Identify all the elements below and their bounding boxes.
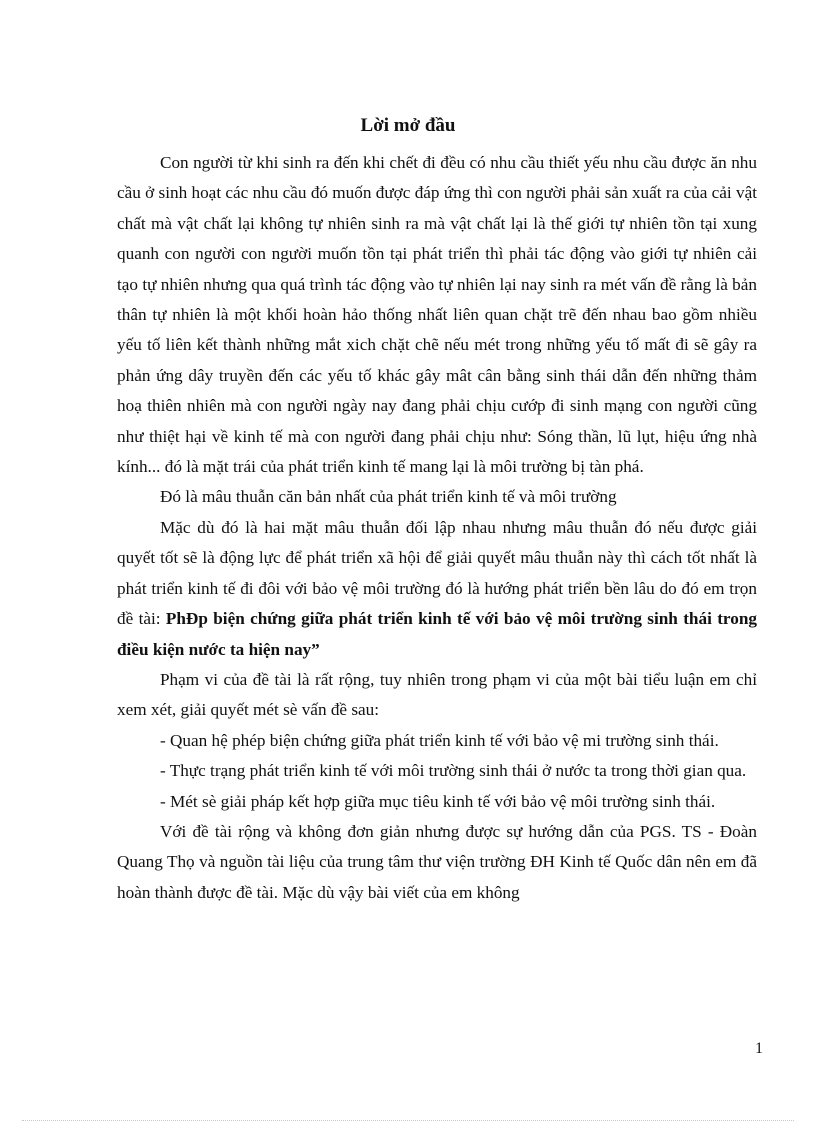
page-bottom-divider bbox=[22, 1120, 794, 1121]
list-item: - Mét sè giải pháp kết hợp giữa mục tiêu kinh tế với bảo vệ môi trường sinh thái. bbox=[160, 791, 716, 811]
paragraph-topic bbox=[117, 513, 757, 665]
topic-title: PhÐp biện chứng giữa phát triển kinh tế với bảo vệ môi trường sinh thái trong điều kiện nước ta hiện nay” bbox=[117, 609, 757, 659]
paragraph-acknowledgement: Với đề tài rộng và không đơn giản nhưng được sự hướng dẫn của PGS. TS - Đoàn Quang Thọ và nguồn tài liệu của trung tâm thư viện trường ĐH Kinh tế Quốc dân nên em đã hoàn thành được đề tài. Mặc dù vậy bài viết của em không bbox=[117, 821, 757, 902]
paragraph-intro: Con người từ khi sinh ra đến khi chết đi đều có nhu cầu thiết yếu nhu cầu được ăn nhu cầu ở sinh hoạt các nhu cầu đó muốn được đáp ứng thì con người phải sản xuất ra của cải vật chất mà vật chất lại không tự nhiên sinh ra mà vật chất lại là thế giới tự nhiên tồn tại xung quanh con người con người muốn tồn tại phát triển thì phải tác động vào giới tự nhiên cải tạo tự nhiên nhưng qua quá trình tác động vào tự nhiên lại nay sinh ra mét vấn đề rằng là bản thân tự nhiên là một khối hoàn hảo thống nhất liên quan chặt trẽ đến nhau bao gồm nhiều yếu tố liên kết thành những mắt xich chặt chẽ nếu mét trong những yếu tố mất đi sẽ gây ra phản ứng dây truyền đến các yếu tố khác gây mât cân bằng sinh thái dẫn đến những thảm hoạ thiên nhiên mà con người ngày nay đang phải chịu cướp đi sinh mạng con người cũng như thiệt hại về kinh tế mà con người đang phải chịu như: Sóng thần, lũ lụt, hiệu ứng nhà kính... đó là mặt trái của phát triển kinh tế mang lại là môi trường bị tàn phá. bbox=[117, 153, 757, 477]
page-title: Lời mở đầu bbox=[360, 115, 456, 136]
page-number: 1 bbox=[755, 1040, 763, 1057]
topic-lead-text: Mặc dù đó là hai mặt mâu thuẫn đối lập nhau nhưng mâu thuẫn đó nếu được giải quyết tốt sẽ là động lực để phát triển xã hội để giải quyết mâu thuẫn này thì cách tốt nhất là phát triển kinh tế đi đôi với bảo vệ môi trường đó là hướng phát triển bền lâu do đó em trọn đề tài: bbox=[117, 517, 757, 629]
list-item: - Quan hệ phép biện chứng giữa phát triển kinh tế với bảo vệ mi trường sinh thái. bbox=[160, 730, 719, 750]
list-item: - Thực trạng phát triển kinh tế với môi trường sinh thái ở nước ta trong thời gian qua. bbox=[160, 761, 747, 781]
paragraph-scope: Phạm vi của đề tài là rất rộng, tuy nhiên trong phạm vi của một bài tiểu luận em chỉ xem xét, giải quyết mét sè vấn đề sau: bbox=[117, 669, 757, 720]
document-body bbox=[117, 148, 757, 908]
paragraph-contradiction: Đó là mâu thuẫn căn bản nhất của phát triển kinh tế và môi trường bbox=[160, 487, 617, 507]
